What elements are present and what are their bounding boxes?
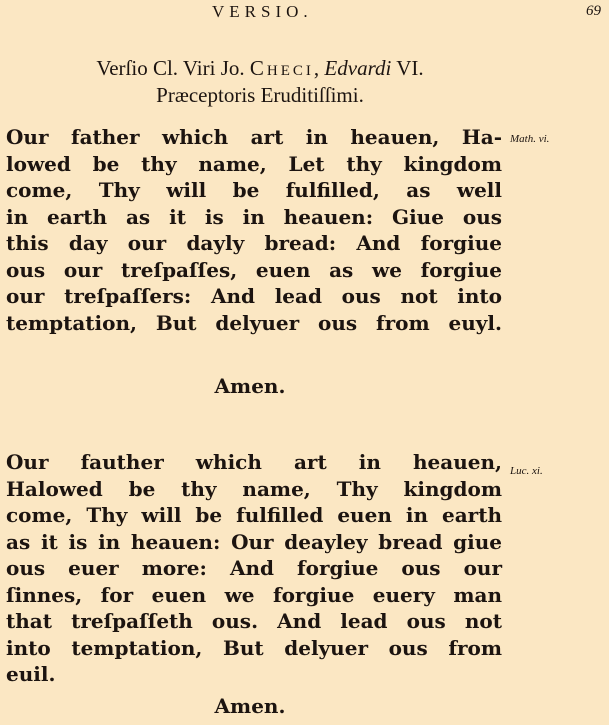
prayer-line: lowed be thy name, Let thy kingdom bbox=[6, 151, 502, 176]
running-head: VERSIO. bbox=[212, 2, 313, 21]
prayer-text-2 bbox=[6, 449, 502, 688]
heading-italic: Edvardi bbox=[324, 56, 392, 80]
prayer-line: Our father which art in heauen, Ha- bbox=[6, 125, 502, 149]
prayer-line: in earth as it is in heauen: Giue ous bbox=[6, 204, 502, 229]
prayer-line: as it is in heauen: Our deayley bread giue bbox=[6, 529, 502, 554]
heading-name: Checi bbox=[249, 56, 314, 80]
prayer-line: that treſpaſſeth ous. And lead ous not bbox=[6, 609, 502, 633]
amen-1: Amen. bbox=[214, 374, 286, 398]
prayer-line: euil. bbox=[6, 662, 56, 686]
heading-suffix: VI. bbox=[396, 56, 424, 80]
prayer-line: our treſpaſſers: And lead ous not into bbox=[6, 284, 502, 308]
prayer-line: come, Thy will be fulfilled, as well bbox=[6, 178, 502, 202]
margin-note-2: Luc. xi. bbox=[510, 465, 543, 477]
prayer-line: into temptation, But delyuer ous from bbox=[6, 635, 502, 660]
page-number: 69 bbox=[586, 3, 601, 19]
heading-prefix: Verſio Cl. Viri Jo. bbox=[96, 56, 245, 80]
section-subheading: Præceptoris Eruditiſſimi. bbox=[156, 83, 364, 107]
prayer-line: Halowed be thy name, Thy kingdom bbox=[6, 476, 502, 501]
prayer-line: come, Thy will be fulfilled euen in earth bbox=[6, 503, 502, 527]
prayer-line: temptation, But delyuer ous from euyl. bbox=[6, 310, 502, 335]
section-heading bbox=[0, 56, 520, 81]
prayer-line: this day our dayly bread: And forgiue bbox=[6, 231, 502, 255]
prayer-line: Our fauther which art in heauen, bbox=[6, 450, 502, 474]
amen-2: Amen. bbox=[214, 694, 286, 718]
prayer-text-1 bbox=[6, 124, 502, 336]
prayer-line: ous euer more: And forgiue ous our bbox=[6, 556, 502, 580]
prayer-line: ſinnes, for euen we forgiue euery man bbox=[6, 582, 502, 607]
heading-comma: , bbox=[313, 56, 320, 80]
margin-note-1: Math. vi. bbox=[510, 133, 550, 145]
prayer-line: ous our treſpaſſes, euen as we forgiue bbox=[6, 257, 502, 282]
